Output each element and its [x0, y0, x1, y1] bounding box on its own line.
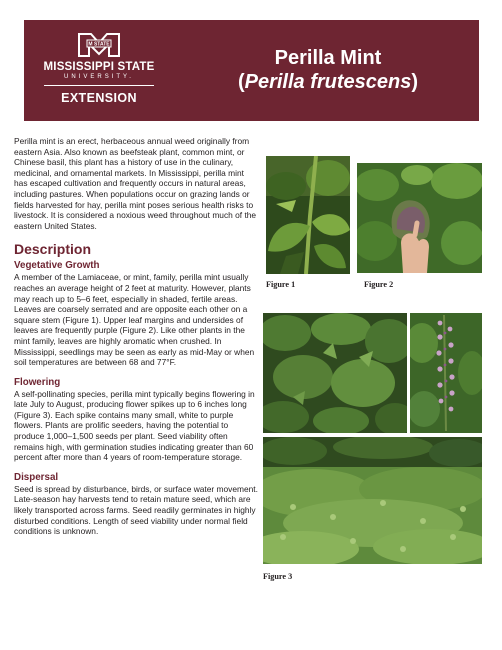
dispersal-paragraph: Seed is spread by disturbance, birds, or surface water movement. Late-season hay harvests tend to retain mature seed, which are likely transported across farms. Seed readily germinates in highly disturbed conditions. Length of seed viability under normal field conditions is unknown.	[14, 483, 258, 537]
vegetative-growth-paragraph: A member of the Lamiaceae, or mint, family, perilla mint usually reaches an average height of 2 feet at maturity. However, plants may reach up to 5–6 feet, especially in shaded, fertile areas. Leaves are coarsely serrated and are opposite each other on a square stem (Figure 1). Upper leaf margins and undersides of leaves are frequently purple (Figure 2). Like other plants in the mint family, leaves are highly aromatic when crushed. In Mississippi, seedlings may be seen as early as mid-May or when soil temperatures are between 68 and 77°F.	[14, 272, 255, 368]
description-heading: Description	[14, 241, 92, 258]
figure-3-field-photo	[263, 437, 482, 564]
title-paren-open: (	[237, 71, 245, 93]
figure-2-caption: Figure 2	[364, 280, 394, 289]
title-common-name: Perilla Mint	[274, 47, 382, 69]
text-column	[14, 136, 258, 537]
title-scientific-line	[184, 70, 472, 94]
dispersal-heading: Dispersal	[14, 471, 59, 483]
flowering-heading: Flowering	[14, 376, 61, 388]
logo-university-sub: UNIVERSITY.	[64, 74, 134, 80]
vegetative-growth-heading: Vegetative Growth	[14, 260, 100, 272]
figure-2-photo	[357, 163, 482, 273]
figure-1-photo	[266, 156, 350, 274]
intro-paragraph: Perilla mint is an erect, herbaceous annual weed originally from eastern Asia. Also known as beefsteak plant, common mint, or Chinese basil, this plant has a history of use in the culinary, medicinal, and ornamental markets. In Mississippi, perilla mint has escaped cultivation and frequently occurs in natural areas, including pastures. When populations occur on grazing lands or fields harvested for hay, perilla mint poses serious health risks to livestock. It is considered a noxious weed throughout much of the eastern United States.	[14, 136, 257, 231]
figure-3-caption: Figure 3	[263, 572, 293, 581]
header-banner	[24, 20, 479, 121]
logo-university-name: MISSISSIPPI STATE	[43, 61, 155, 73]
figure-3-foliage-photo	[263, 313, 407, 433]
figure-3-flower-spike-photo	[410, 313, 482, 433]
flowering-paragraph: A self-pollinating species, perilla mint typically begins flowering in late July to August, producing flower spikes up to 6 inches long (Figure 3). Each spike contains many small, white to purple flowers. Plants are prolific seeders, having the potential to produce 1,000–1,500 seeds per plant. Seed viability often remains high, with germination studies indicating greater than 60 percent after more than 4 years of room-temperature storage.	[14, 388, 255, 463]
figure-1-caption: Figure 1	[266, 280, 296, 289]
msu-extension-logo[interactable]	[34, 32, 164, 112]
emblem-text: M STATE	[88, 41, 110, 48]
msu-emblem-icon	[77, 32, 121, 58]
page-title	[184, 46, 472, 94]
logo-divider	[44, 85, 154, 86]
title-scientific-name: Perilla frutescens	[244, 71, 412, 93]
logo-extension: EXTENSION	[61, 91, 137, 105]
title-paren-close: )	[411, 71, 419, 93]
